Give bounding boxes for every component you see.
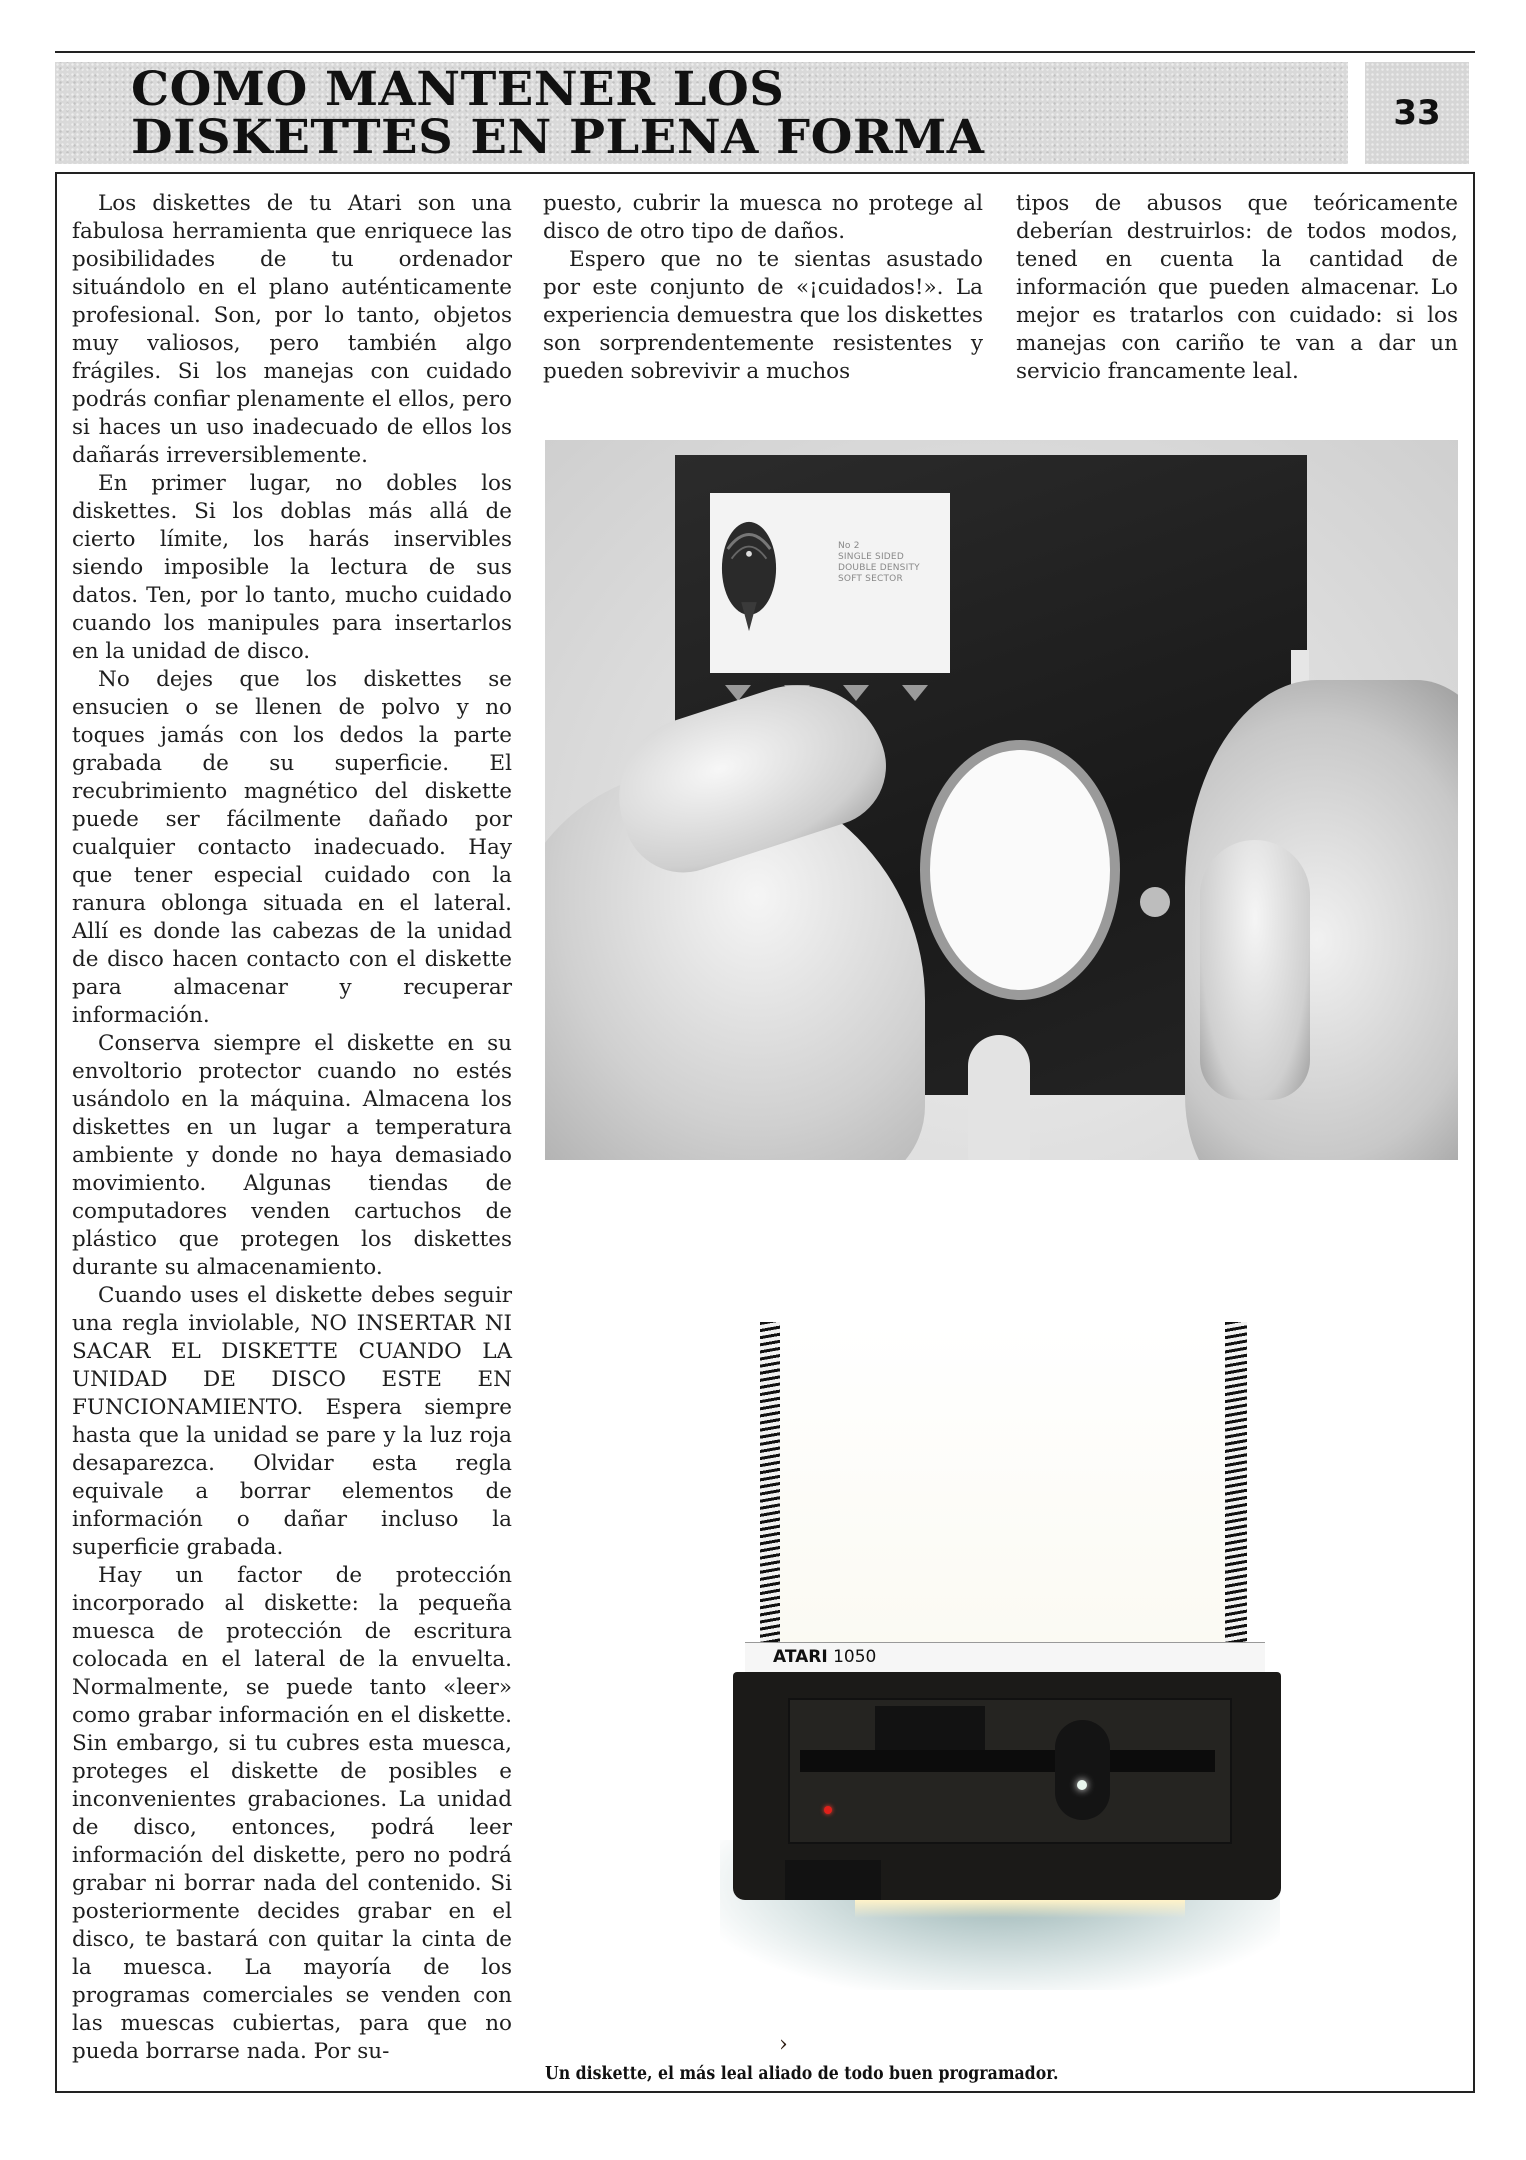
arrow-down-icon bbox=[843, 685, 869, 701]
drive-disk-slot bbox=[800, 1750, 1215, 1772]
stray-print-mark: › bbox=[779, 2032, 788, 2057]
right-thumb bbox=[1200, 840, 1310, 1100]
title-band bbox=[55, 62, 1348, 164]
paragraph-continued: tipos de abusos que teóricamente deberían destruirlos: de todos modos, tened en cuenta la cantidad de información que pueden almacenar. Lo mejor es tratarlos con cuidado: si los manejas con cariño te van a dar un servicio francamente leal. bbox=[1016, 191, 1458, 384]
drive-vent-fins-left bbox=[760, 1322, 782, 1644]
page-number: 33 bbox=[1393, 93, 1441, 133]
top-rule bbox=[55, 51, 1475, 53]
drive-label-strip bbox=[745, 1642, 1265, 1673]
diskette-index-hole bbox=[1140, 887, 1170, 917]
drive-latch-knob bbox=[1055, 1720, 1110, 1820]
diskette-head-slot bbox=[968, 1035, 1030, 1160]
paragraph: No dejes que los diskettes se ensucien o se llenen de polvo y no toques jamás con los dedos la parte grabada de su superficie. El recubrimiento magnético del diskette puede ser fácilmente dañado por cualquier contacto inadecuado. Hay que tener especial cuidado con la ranura oblonga situada en el lateral. Allí es donde las cabezas de la unidad de disco hacen contacto con el diskette para almacenar y recuperar información. bbox=[72, 667, 512, 1028]
title-line-1: COMO MANTENER LOS bbox=[131, 62, 785, 117]
diskette-photo bbox=[545, 440, 1458, 1160]
paragraph: En primer lugar, no dobles los diskettes. Si los doblas más allá de cierto límite, los harás inservibles siendo imposible la lectura de sus datos. Ten, por lo tanto, mucho cuidado cuando los manipules para insertarlos en la unidad de disco. bbox=[72, 471, 512, 664]
page-title bbox=[131, 62, 985, 165]
drive-vent-fins-right bbox=[1225, 1322, 1247, 1644]
arrow-down-icon bbox=[902, 685, 928, 701]
photo-caption: Un diskette, el más leal aliado de todo buen programador. bbox=[545, 2064, 1059, 2084]
emblem-icon bbox=[720, 513, 778, 643]
paragraph-continued: puesto, cubrir la muesca no protege al disco de otro tipo de daños. bbox=[543, 191, 983, 244]
title-line-2: DISKETTES EN PLENA FORMA bbox=[131, 110, 985, 165]
drive-switch-block bbox=[785, 1860, 881, 1900]
diskette-hub-hole bbox=[930, 750, 1110, 990]
drive-front-panel bbox=[733, 1672, 1281, 1900]
paragraph: Conserva siempre el diskette en su envoltorio protector cuando no estés usándolo en la máquina. Almacena los diskettes en un lugar a temperatura ambiente y donde no haya demasiado movimiento. Algunas tiendas de computadores venden cartuchos de plástico que protegen los diskettes durante su almacenamiento. bbox=[72, 1031, 512, 1280]
paragraph: Cuando uses el diskette debes seguir una regla inviolable, NO INSERTAR NI SACAR EL DISKETTE CUANDO LA UNIDAD DE DISCO ESTE EN FUNCIONAMIENTO. Espera siempre hasta que la unidad se pare y la luz roja desaparezca. Olvidar esta regla equivale a borrar elementos de información o dañar incluso la superficie grabada. bbox=[72, 1283, 512, 1560]
drive-bezel bbox=[788, 1698, 1232, 1844]
drive-brand-label: ATARI 1050 bbox=[773, 1647, 877, 1667]
drive-top-cover bbox=[780, 1322, 1230, 1644]
drive-door bbox=[875, 1706, 985, 1750]
paragraph: Hay un factor de protección incorporado al diskette: la pequeña muesca de protección de escritura colocada en el lateral de la envuelta. Normalmente, se puede tanto «leer» como grabar información en el diskette. Sin embargo, si tu cubres esta muesca, proteges el diskette de posibles e inconvenientes grabaciones. La unidad de disco, entonces, podrá leer información del diskette, pero no podrá grabar ni borrar nada del contenido. Si posteriormente decides grabar en el disco, te bastará con quitar la cinta de la muesca. La mayoría de los programas comerciales se venden con las muescas cubiertas, para que no pueda borrarse nada. Por su- bbox=[72, 1563, 512, 2064]
atari-drive-photo bbox=[700, 1300, 1320, 2020]
article-column-3 bbox=[1016, 190, 1458, 386]
power-led-icon bbox=[824, 1806, 832, 1814]
paragraph: Los diskettes de tu Atari son una fabulosa herramienta que enriquece las posibilidades de tu ordenador situándolo en el plano auténticamente profesional. Son, por lo tanto, objetos muy valiosos, pero también algo frágiles. Si los manejas con cuidado podrás confiar plenamente el ellos, pero si haces un uso inadecuado de ellos los dañarás irreversiblemente. bbox=[72, 191, 512, 468]
page-number-box bbox=[1365, 62, 1469, 164]
diskette-label-text: No 2 SINGLE SIDED DOUBLE DENSITY SOFT SECTOR bbox=[838, 541, 920, 584]
diskette-label bbox=[710, 493, 950, 673]
drive-underglow bbox=[855, 1900, 1185, 1918]
paragraph: Espero que no te sientas asustado por este conjunto de «¡cuidados!». La experiencia demuestra que los diskettes son sorprendentemente resistentes y pueden sobrevivir a muchos bbox=[543, 247, 983, 384]
busy-light-icon bbox=[1077, 1780, 1087, 1790]
article-column-2 bbox=[543, 190, 983, 386]
article-column-1 bbox=[72, 190, 512, 2066]
